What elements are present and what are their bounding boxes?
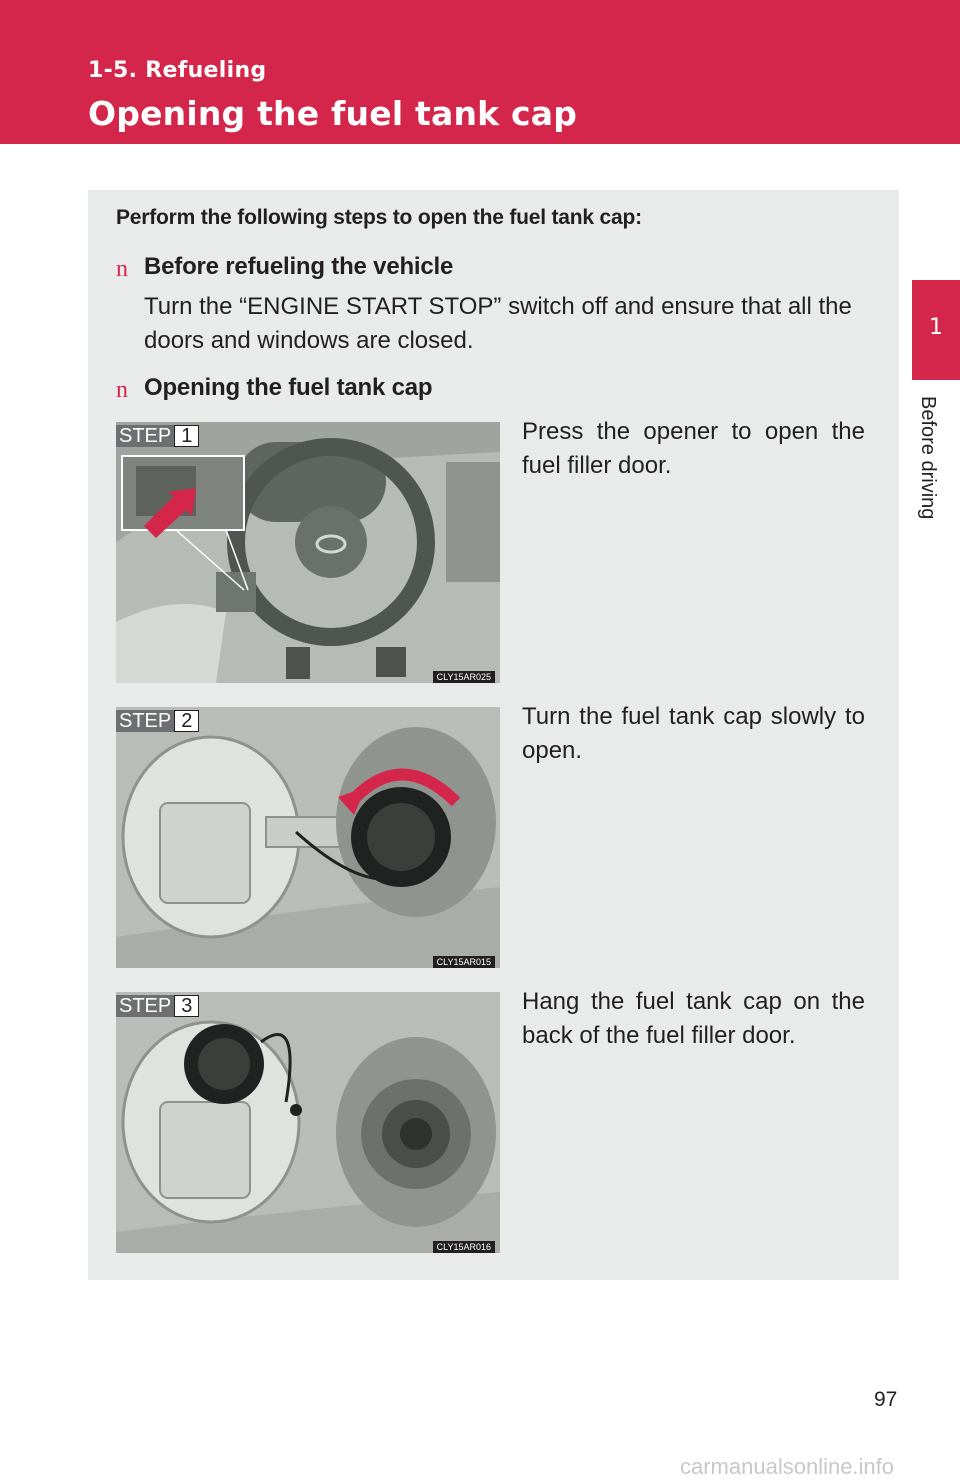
page-number: 97 [874,1388,898,1411]
step-word: STEP [116,425,174,447]
cap-hanging-illustration [116,992,500,1253]
step-word: STEP [116,710,174,732]
before-refueling-body: Turn the “ENGINE START STOP” switch off and ensure that all the doors and windows are closed. [144,293,852,354]
image-code: CLY15AR015 [433,956,495,968]
step-badge [116,710,199,732]
fuel-door-illustration [116,707,500,968]
bullet-icon: n [116,377,128,403]
bullet-icon: n [116,256,128,282]
step-1-text: Press the opener to open the fuel filler door. [522,418,865,479]
chapter-tab[interactable]: 1 [912,280,960,380]
section-label: 1-5. Refueling [88,58,267,83]
image-code: CLY15AR025 [433,671,495,683]
intro-text: Perform the following steps to open the fuel tank cap: [116,206,642,229]
step-badge [116,995,199,1017]
step-2-illustration [116,707,500,968]
step-number: 1 [174,425,199,447]
watermark: carmanualsonline.info [680,1454,895,1479]
subheading-opening-cap: Opening the fuel tank cap [144,374,433,401]
step-3-illustration [116,992,500,1253]
step-number: 3 [174,995,199,1017]
subheading-before-refueling: Before refueling the vehicle [144,253,454,280]
step-badge [116,425,199,447]
step-word: STEP [116,995,174,1017]
chapter-name: Before driving [917,396,939,520]
step-3-text: Hang the fuel tank cap on the back of the fuel filler door. [522,988,865,1049]
step-2-text: Turn the fuel tank cap slowly to open. [522,703,865,764]
page-title: Opening the fuel tank cap [88,94,578,133]
image-code: CLY15AR016 [433,1241,495,1253]
step-number: 2 [174,710,199,732]
dashboard-illustration [116,422,500,683]
step-1-illustration [116,422,500,683]
